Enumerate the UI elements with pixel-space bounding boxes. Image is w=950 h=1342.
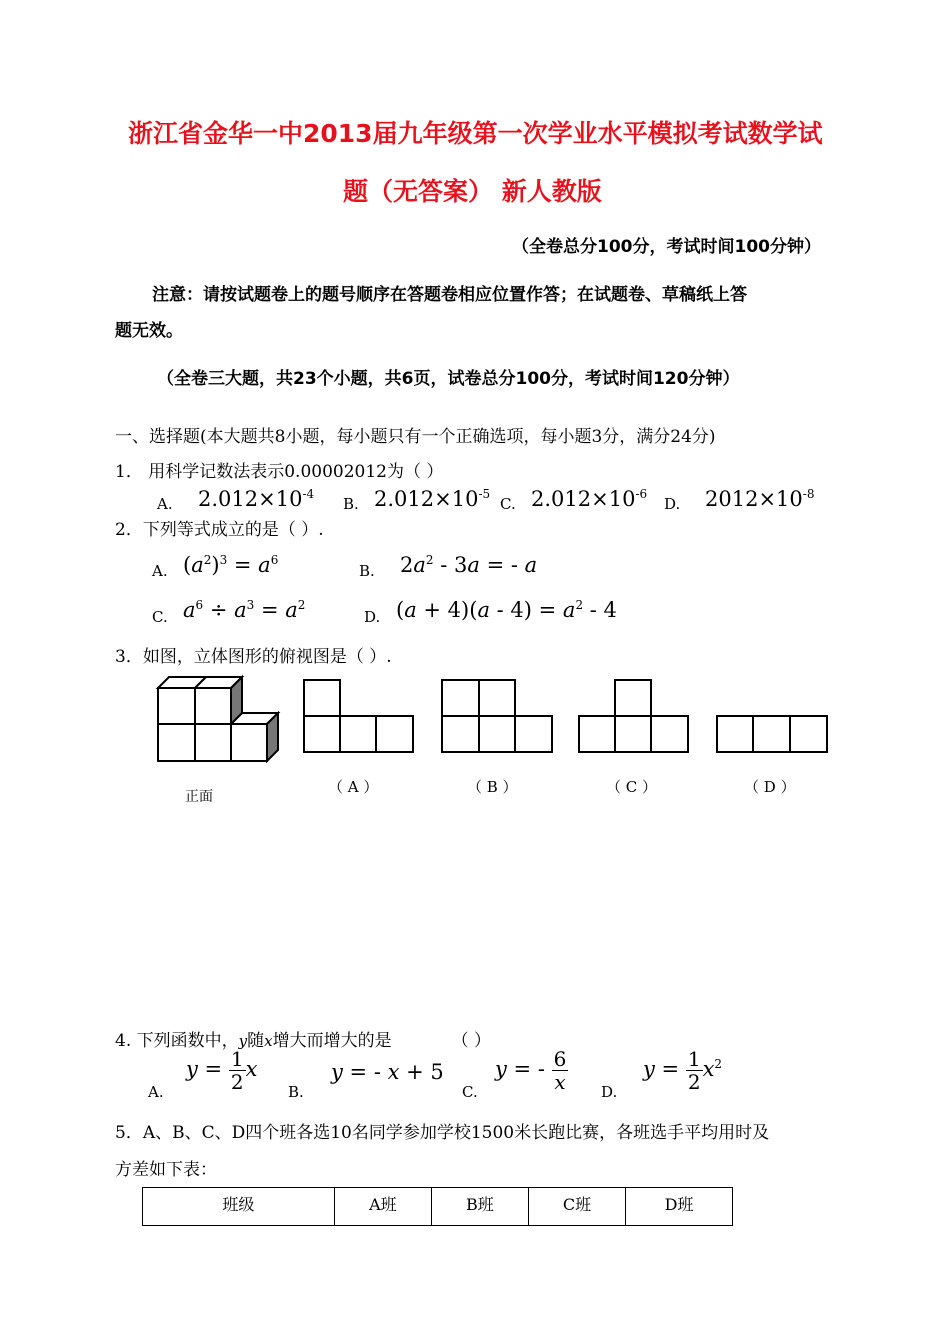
option-a-figure (304, 680, 413, 752)
q4-option-d-expression: y = $\frac{1}{2}$ $x^2$ (643, 1047, 723, 1094)
q1-stem: 1． 用科学记数法表示0.00002012为（ ） (115, 462, 444, 482)
q2-option-c-label: C. (152, 608, 168, 626)
q3-figures (150, 670, 850, 770)
page-title-line-1: 浙江省金华一中2013届九年级第一次学业水平模拟考试数学试 (128, 119, 823, 148)
front-view-label: 正面 (185, 789, 213, 805)
q2-option-a-expression: $(a^2)^3 = a^6$ (183, 553, 279, 577)
q4-option-c-label: C. (462, 1083, 478, 1101)
q2-option-a-label: A. (152, 562, 168, 580)
q1-option-d-expression: $2012\times 10^{-8}$ (705, 487, 815, 511)
q1-option-b-expression: $2.012\times 10^{-5}$ (374, 487, 491, 511)
q3-option-d-label: （ D ） (744, 778, 796, 796)
q5-table-header-row (143, 1188, 733, 1226)
q5-table-header-c: C班 (528, 1188, 625, 1226)
q4-option-a-label: A. (148, 1083, 164, 1101)
q3-option-a-label: （ A ） (328, 778, 379, 796)
q5-table (142, 1187, 733, 1226)
notice-line-1: 注意：请按试题卷上的题号顺序在答题卷相应位置作答；在试题卷、草稿纸上答 (152, 285, 747, 305)
q1-option-c-label: C. (500, 495, 516, 513)
solid-figure (158, 677, 278, 761)
q5-table-header-a: A班 (334, 1188, 431, 1226)
q3-stem: 3．如图，立体图形的俯视图是（ ）. (115, 647, 392, 667)
q2-stem: 2．下列等式成立的是（ ）. (115, 520, 324, 540)
q5-table-header-d: D班 (626, 1188, 733, 1226)
option-c-figure (579, 680, 688, 752)
q4-option-b-expression: y = - x + 5 (331, 1060, 444, 1084)
q1-option-a-label: A. (157, 495, 173, 513)
q2-option-d-label: D. (364, 608, 381, 626)
q2-option-b-label: B. (359, 562, 375, 580)
option-d-figure (717, 716, 827, 752)
q3-option-b-label: （ B ） (467, 778, 518, 796)
option-b-figure (442, 680, 552, 752)
q5-stem-line-1: 5．A、B、C、D四个班各选10名同学参加学校1500米长跑比赛，各班选手平均用时及 (115, 1123, 770, 1143)
notice-line-2: 题无效。 (115, 321, 183, 341)
q5-stem-line-2: 方差如下表： (115, 1160, 217, 1180)
score-note: （全卷总分100分，考试时间100分钟） (512, 237, 821, 257)
section-1-heading: 一、选择题(本大题共8小题，每小题只有一个正确选项，每小题3分，满分24分) (115, 427, 716, 447)
q5-table-header-b: B班 (431, 1188, 528, 1226)
q2-option-c-expression: $a^6 \div a^3 = a^2$ (183, 598, 306, 622)
q4-option-d-label: D. (601, 1083, 618, 1101)
q4-option-b-label: B. (288, 1083, 304, 1101)
q4-option-a-expression: y = $\frac{1}{2}$ x (186, 1047, 258, 1094)
exam-summary: （全卷三大题，共23个小题，共6页，试卷总分100分，考试时间120分钟） (157, 369, 740, 389)
q1-option-a-expression: $2.012\times 10^{-4}$ (198, 487, 315, 511)
q5-table-header-class: 班级 (143, 1188, 335, 1226)
q4-stem: 4. 下列函数中，y随x增大而增大的是 （ ） (115, 1031, 491, 1051)
q1-option-b-label: B. (343, 495, 359, 513)
q1-option-d-label: D. (664, 495, 681, 513)
q4-option-c-expression: y = - $\frac{6}{x}$ (495, 1047, 567, 1094)
q2-option-b-expression: $2a^2 - 3a$ = - a (400, 553, 538, 577)
page-title-line-2: 题（无答案） 新人教版 (343, 177, 602, 206)
q2-option-d-expression: $(a + 4)(a - 4) = a^2 - 4$ (396, 598, 617, 622)
q3-option-c-label: （ C ） (606, 778, 658, 796)
q1-option-c-expression: $2.012\times 10^{-6}$ (531, 487, 648, 511)
